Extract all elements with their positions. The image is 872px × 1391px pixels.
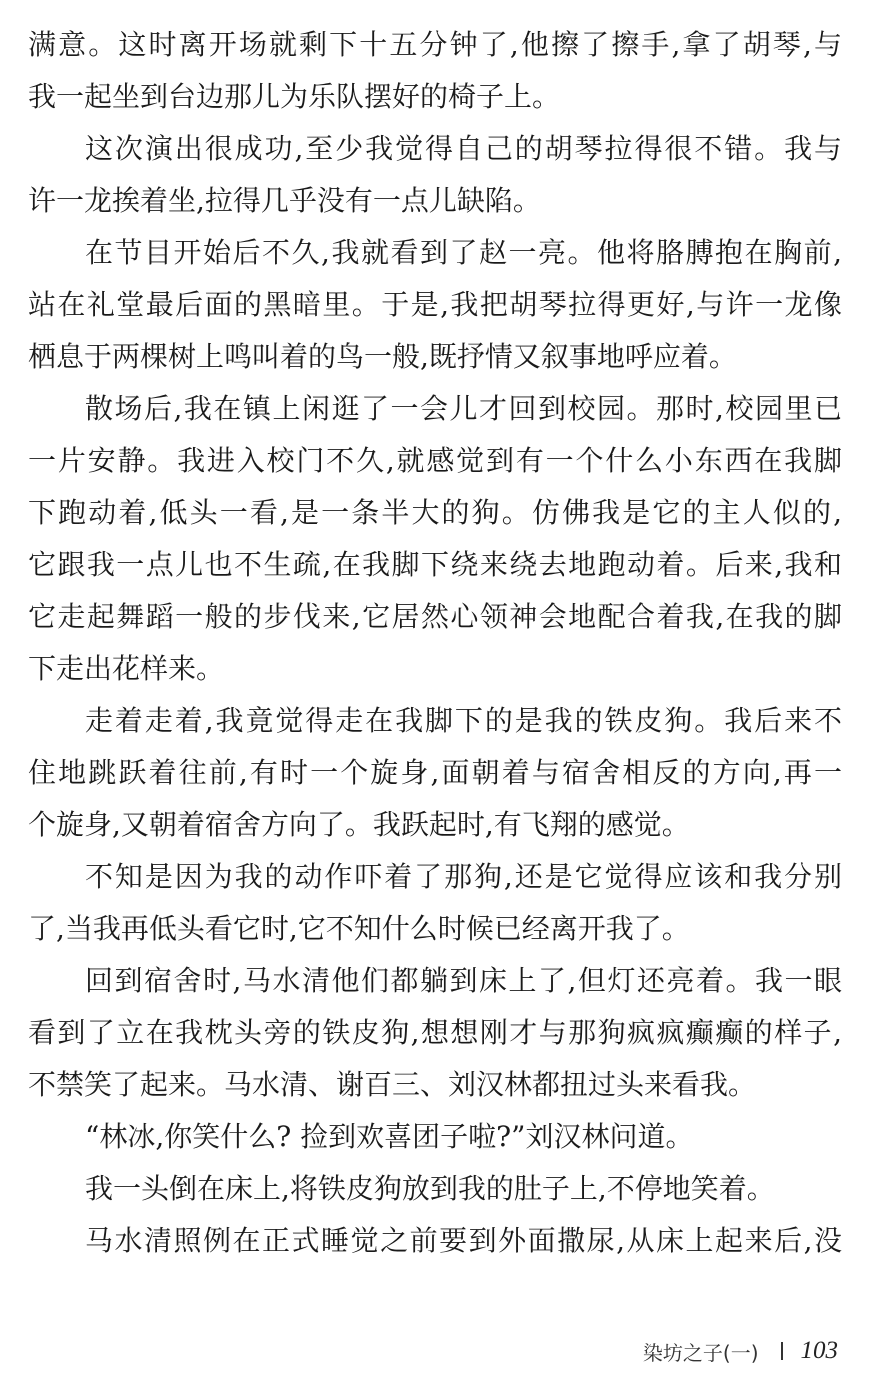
text-line: 住地跳跃着往前,有时一个旋身,面朝着与宿舍相反的方向,再一 [28, 756, 842, 789]
text-line: 我一头倒在床上,将铁皮狗放到我的肚子上,不停地笑着。 [85, 1172, 775, 1205]
paragraph [28, 19, 842, 123]
text-line: 回到宿舍时,马水清他们都躺到床上了,但灯还亮着。我一眼 [85, 964, 842, 997]
text-line: “林冰,你笑什么? 捡到欢喜团子啦?”刘汉林问道。 [85, 1120, 694, 1153]
paragraph [28, 383, 842, 695]
text-line: 它走起舞蹈一般的步伐来,它居然心领神会地配合着我,在我的脚 [28, 600, 842, 633]
footer-divider [781, 1342, 783, 1360]
text-line: 许一龙挨着坐,拉得几乎没有一点儿缺陷。 [28, 184, 541, 217]
text-line: 这次演出很成功,至少我觉得自己的胡琴拉得很不错。我与 [85, 132, 842, 165]
running-title: 染坊之子(一) [642, 1340, 759, 1365]
text-line: 我一起坐到台边那儿为乐队摆好的椅子上。 [28, 80, 561, 113]
text-line: 满意。这时离开场就剩下十五分钟了,他擦了擦手,拿了胡琴,与 [28, 28, 842, 61]
text-line: 散场后,我在镇上闲逛了一会儿才回到校园。那时,校园里已 [85, 392, 842, 425]
text-line: 它跟我一点儿也不生疏,在我脚下绕来绕去地跑动着。后来,我和 [28, 548, 842, 581]
paragraph [28, 955, 842, 1111]
paragraph [28, 227, 842, 383]
text-line: 站在礼堂最后面的黑暗里。于是,我把胡琴拉得更好,与许一龙像 [28, 288, 842, 321]
text-line: 个旋身,又朝着宿舍方向了。我跃起时,有飞翔的感觉。 [28, 808, 690, 841]
text-line: 不知是因为我的动作吓着了那狗,还是它觉得应该和我分别 [85, 860, 842, 893]
text-line: 不禁笑了起来。马水清、谢百三、刘汉林都扭过头来看我。 [28, 1068, 757, 1101]
paragraph [28, 851, 842, 955]
paragraph [28, 695, 842, 851]
page-number: 103 [800, 1337, 838, 1364]
text-line: 了,当我再低头看它时,它不知什么时候已经离开我了。 [28, 912, 690, 945]
paragraph [28, 1111, 842, 1163]
paragraph [28, 123, 842, 227]
page-footer [643, 1333, 838, 1369]
paragraph [28, 1215, 842, 1267]
text-line: 在节目开始后不久,我就看到了赵一亮。他将胳膊抱在胸前, [85, 236, 842, 269]
text-line: 一片安静。我进入校门不久,就感觉到有一个什么小东西在我脚 [28, 444, 842, 477]
text-line: 下走出花样来。 [28, 652, 225, 685]
text-line: 下跑动着,低头一看,是一条半大的狗。仿佛我是它的主人似的, [28, 496, 842, 529]
paragraph [28, 1163, 842, 1215]
text-line: 栖息于两棵树上鸣叫着的鸟一般,既抒情又叙事地呼应着。 [28, 340, 737, 373]
text-line: 看到了立在我枕头旁的铁皮狗,想想刚才与那狗疯疯癫癫的样子, [28, 1016, 842, 1049]
text-line: 马水清照例在正式睡觉之前要到外面撒尿,从床上起来后,没 [85, 1224, 842, 1257]
body-text [28, 19, 842, 1267]
text-line: 走着走着,我竟觉得走在我脚下的是我的铁皮狗。我后来不 [85, 704, 842, 737]
